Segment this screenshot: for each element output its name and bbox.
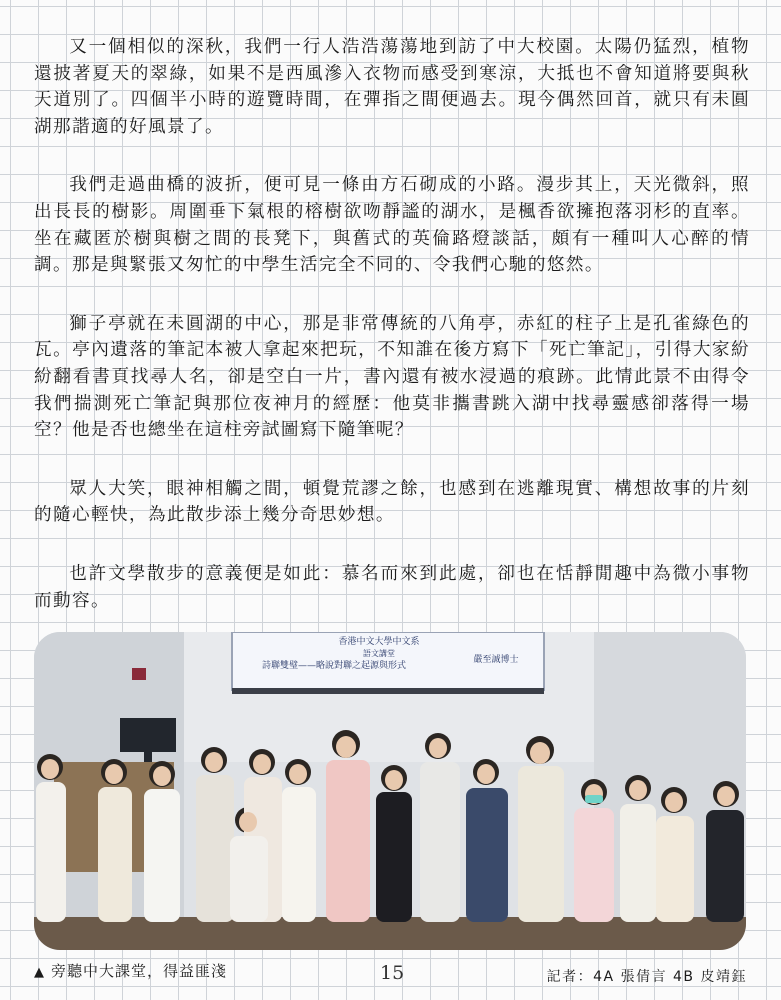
article [34,34,750,646]
screen-line-1: 香港中文大學中文系 [338,637,420,647]
paragraph-2: 我們走過曲橋的波折，便可見一條由方石砌成的小路。漫步其上，天光微斜，照出長長的樹影。周圍垂下氣根的榕樹欲吻靜謐的湖水，是楓香欲擁抱落羽杉的直率。坐在藏匿於樹與樹之間的長凳下，與舊式的英倫路燈談話，頗有一種叫人心醉的情調。那是與緊張又匆忙的中學生活完全不同的、令我們心馳的悠然。 [34,175,750,276]
page-number: 15 [380,962,405,984]
paragraph-5: 也許文學散步的意義便是如此：慕名而來到此處，卻也在恬靜閒趣中為微小事物而動容。 [34,563,750,611]
paragraph-1: 又一個相似的深秋，我們一行人浩浩蕩蕩地到訪了中大校園。太陽仍猛烈，植物還披著夏天的翠綠，如果不是西風滲入衣物而感受到寒涼，大抵也不會知道將要與秋天道別了。四個半小時的遊覽時間，在彈指之間便過去。現今偶然回首，就只有未圓湖那諧適的好風景了。 [34,37,750,137]
triangle-icon: ▲ [34,965,45,980]
paragraph-4: 眾人大笑，眼神相觸之間，頓覺荒謬之餘，也感到在逃離現實、構想故事的片刻的隨心輕快，為此散步添上幾分奇思妙想。 [34,478,750,526]
reporter-credit: 記者：4A 張倩言 4B 皮靖鈺 [546,969,747,985]
paragraph-3: 獅子亭就在未圓湖的中心，那是非常傳統的八角亭，赤紅的柱子上是孔雀綠色的瓦。亭內遺落的筆記本被人拿起來把玩，不知誰在後方寫下「死亡筆記」，引得大家紛紛翻看書頁找尋人名，卻是空白一片，書內還有被水浸過的痕跡。此情此景不由得令我們揣測死亡筆記與那位夜神月的經歷：他莫非攜書跳入湖中找尋靈感卻落得一場空？他是否也總坐在這柱旁試圖寫下隨筆呢？ [34,313,750,441]
photo-caption [34,960,227,981]
screen-speaker: 嚴至誠博士 [473,655,519,665]
screen-line-2: 語文講堂 [363,649,395,658]
group-photo-illustration [34,632,746,950]
caption-text: 旁聽中大課堂，得益匪淺 [51,962,228,980]
screen-line-3: 詩聯雙璧——略說對聯之起源與形式 [261,661,407,671]
group-photo [34,632,746,950]
